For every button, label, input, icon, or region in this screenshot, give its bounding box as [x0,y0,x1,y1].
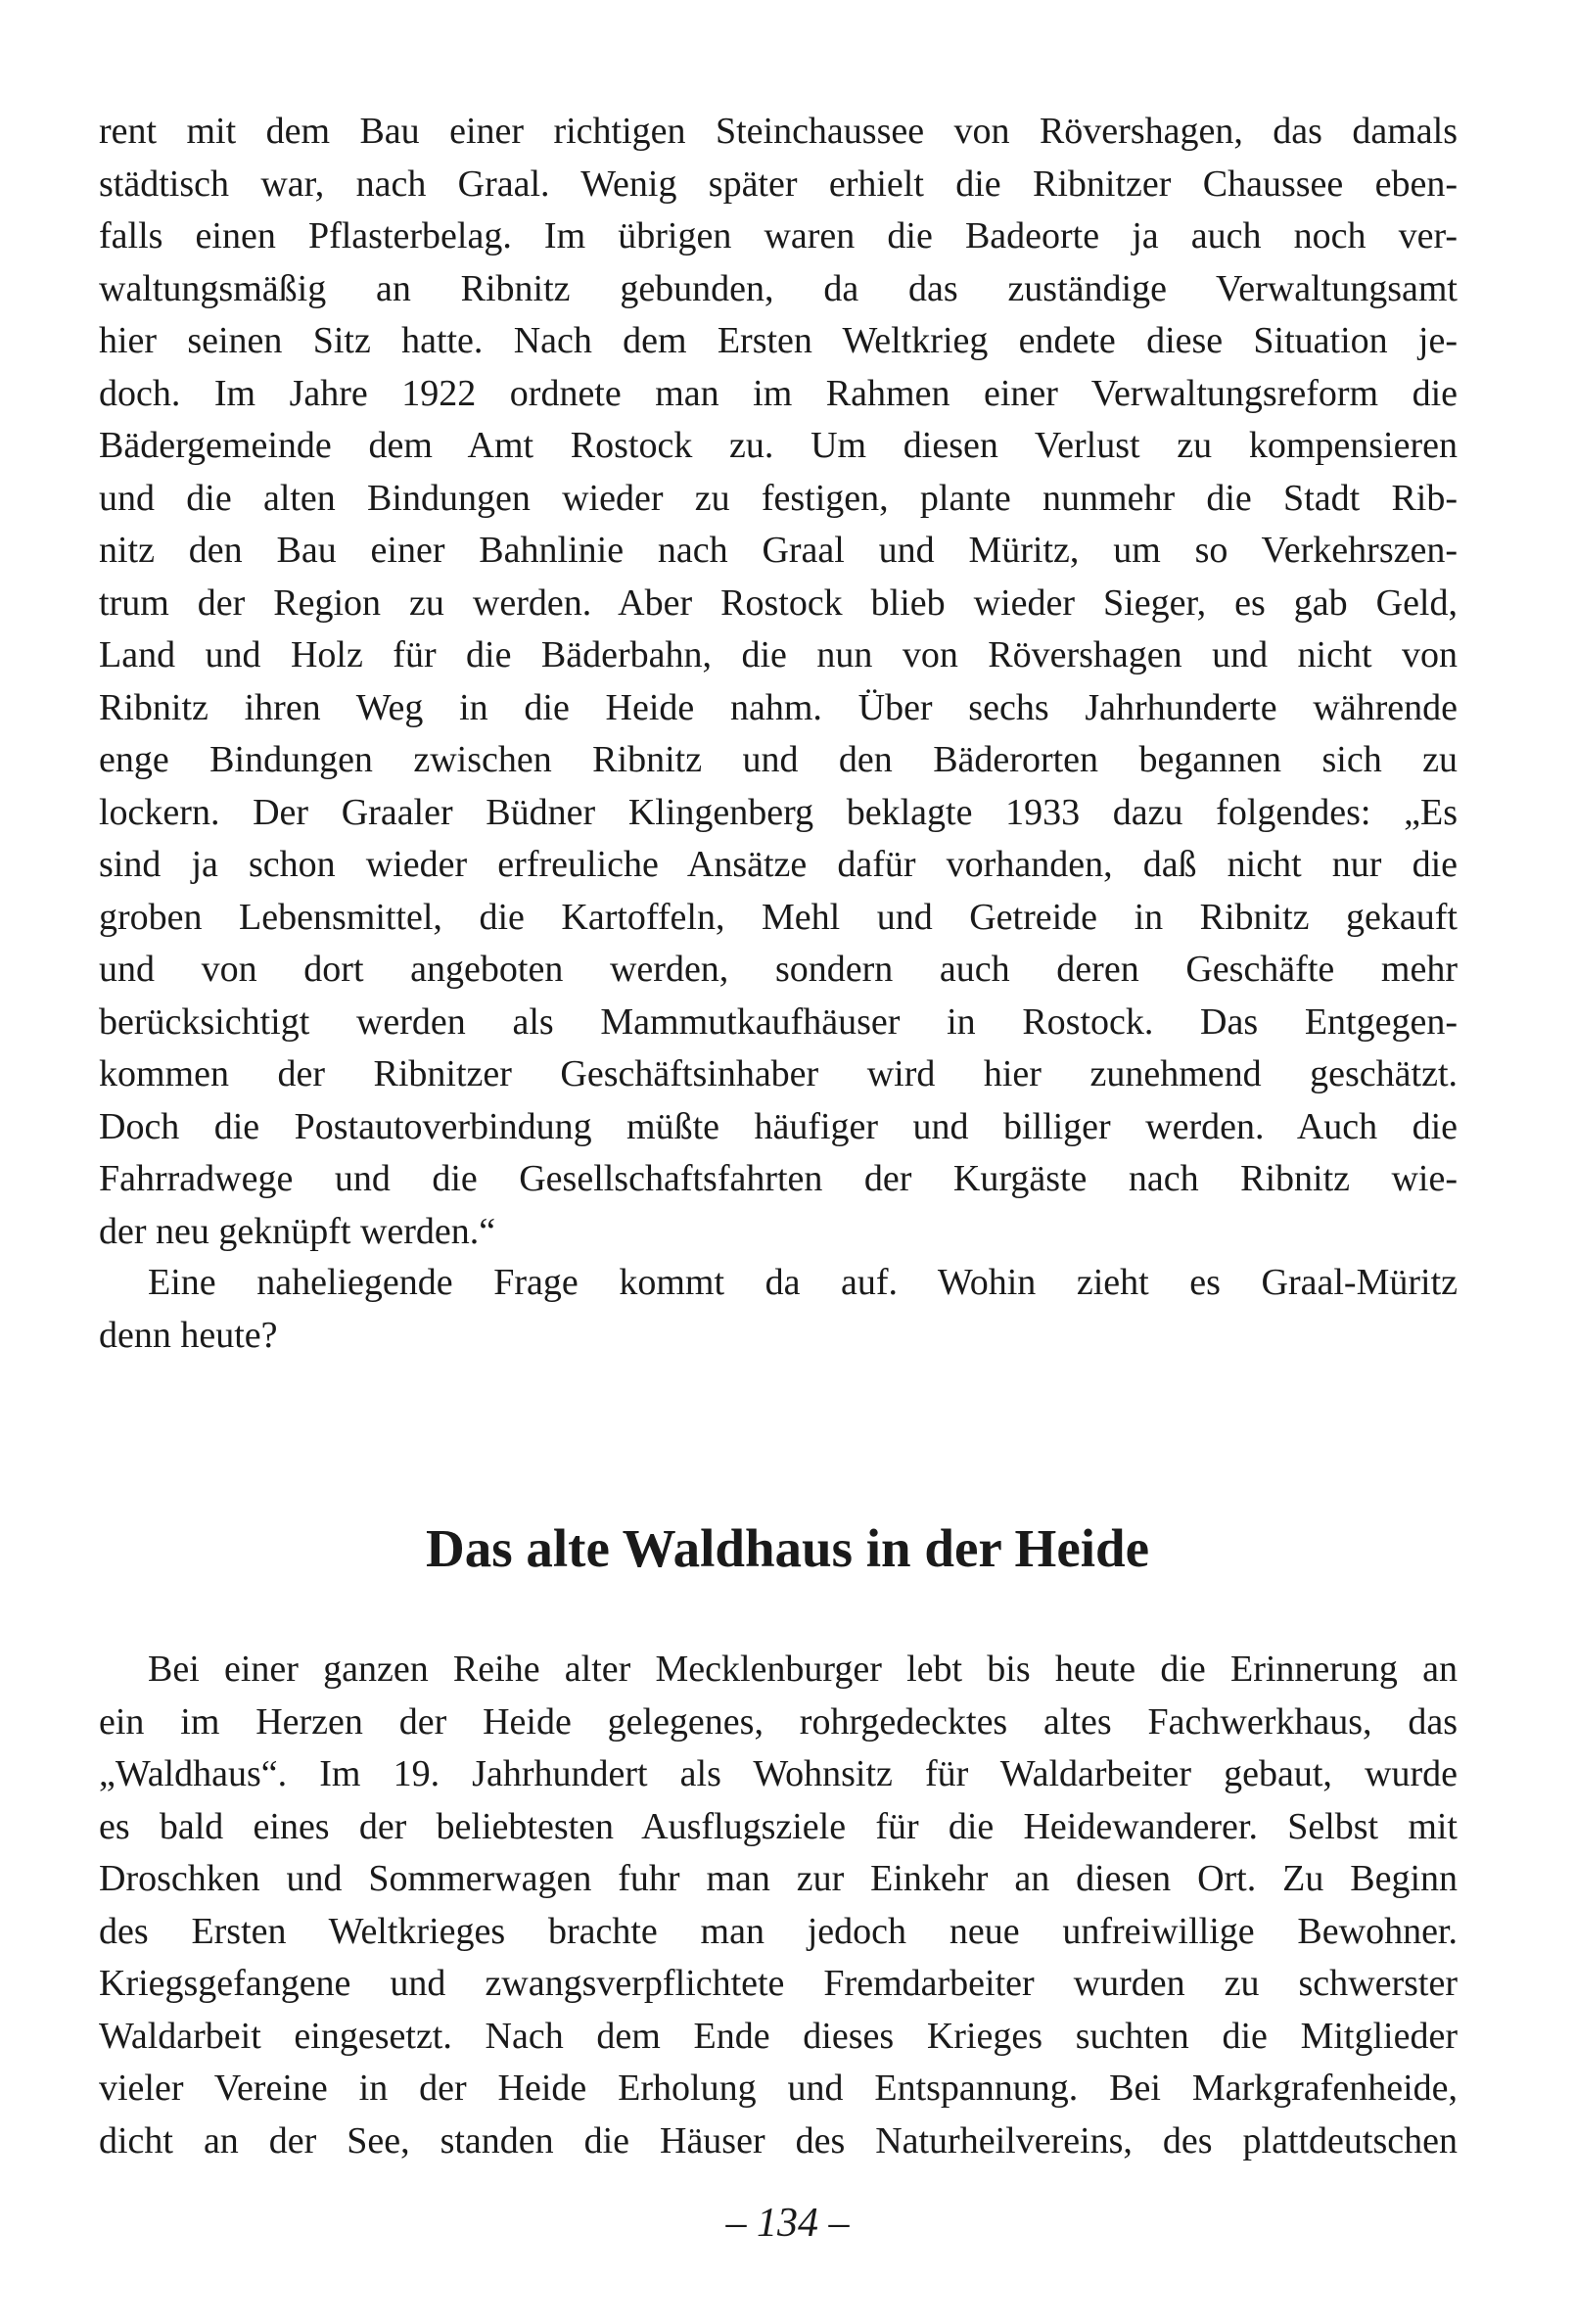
paragraph-continued [99,106,1458,1258]
text-line: vieler Vereine in der Heide Erholung und Entspannung. Bei Markgrafenheide, [99,2068,1458,2109]
text-line: Bei einer ganzen Reihe alter Mecklenburger lebt bis heute die Erinnerung an [148,1649,1458,1690]
text-line: dicht an der See, standen die Häuser des Naturheilvereins, des plattdeutschen [99,2119,1458,2161]
text-line: Ribnitz ihren Weg in die Heide nahm. Über sechs Jahrhunderte währende [99,686,1458,728]
text-line: Eine naheliegende Frage kommt da auf. Wohin zieht es Graal-Müritz [148,1262,1458,1303]
text-line: lockern. Der Graaler Büdner Klingenberg beklagte 1933 dazu folgendes: „Es [99,791,1458,833]
text-line: denn heute? [99,1314,278,1356]
text-line: waltungsmäßig an Ribnitz gebunden, da das zuständige Verwaltungsamt [99,267,1458,309]
text-line: falls einen Pflasterbelag. Im übrigen waren die Badeorte ja auch noch ver- [99,215,1458,256]
text-line: „Waldhaus“. Im 19. Jahrhundert als Wohnsitz für Waldarbeiter gebaut, wurde [99,1753,1458,1794]
text-line: Doch die Postautoverbindung müßte häufiger und billiger werden. Auch die [99,1105,1458,1147]
text-line: kommen der Ribnitzer Geschäftsinhaber wird hier zunehmend geschätzt. [99,1053,1458,1094]
text-line: berücksichtigt werden als Mammutkaufhäuser in Rostock. Das Entgegen- [99,1000,1458,1043]
text-line: und von dort angeboten werden, sondern auch deren Geschäfte mehr [99,949,1458,990]
text-line: Fahrradwege und die Gesellschaftsfahrten der Kurgäste nach Ribnitz wie- [99,1158,1458,1199]
text-line: rent mit dem Bau einer richtigen Steinchaussee von Rövershagen, das damals [99,111,1458,152]
text-line: ein im Herzen der Heide gelegenes, rohrgedecktes altes Fachwerkhaus, das [99,1700,1458,1743]
text-line: es bald eines der beliebtesten Ausflugsziele für die Heidewanderer. Selbst mit [99,1805,1458,1847]
text-line: der neu geknüpft werden.“ [99,1210,496,1252]
text-line: groben Lebensmittel, die Kartoffeln, Mehl und Getreide in Ribnitz gekauft [99,896,1458,938]
text-line: und die alten Bindungen wieder zu festigen, plante nunmehr die Stadt Rib- [99,477,1458,519]
text-line: Kriegsgefangene und zwangsverpflichtete Fremdarbeiter wurden zu schwerster [99,1963,1458,2004]
section-heading: Das alte Waldhaus in der Heide [425,1518,1150,1578]
page-number: – 134 – [725,2201,850,2246]
text-line: Land und Holz für die Bäderbahn, die nun von Rövershagen und nicht von [99,634,1458,675]
text-line: Waldarbeit eingesetzt. Nach dem Ende dieses Krieges suchten die Mitglieder [99,2015,1458,2057]
text-line: städtisch war, nach Graal. Wenig später erhielt die Ribnitzer Chaussee eben- [99,163,1458,205]
text-line: Droschken und Sommerwagen fuhr man zur Einkehr an diesen Ort. Zu Beginn [99,1858,1458,1899]
text-line: Bädergemeinde dem Amt Rostock zu. Um diesen Verlust zu kompensieren [99,425,1458,466]
text-line: enge Bindungen zwischen Ribnitz und den Bäderorten begannen sich zu [99,739,1458,780]
text-line: doch. Im Jahre 1922 ordnete man im Rahmen einer Verwaltungsreform die [99,372,1458,414]
paragraph-waldhaus [99,1644,1458,2167]
paragraph-question [99,1257,1458,1362]
text-line: nitz den Bau einer Bahnlinie nach Graal und Müritz, um so Verkehrszen- [99,530,1458,571]
text-line: hier seinen Sitz hatte. Nach dem Ersten Weltkrieg endete diese Situation je- [99,320,1458,361]
text-line: sind ja schon wieder erfreuliche Ansätze dafür vorhanden, daß nicht nur die [99,844,1458,885]
text-line: trum der Region zu werden. Aber Rostock blieb wieder Sieger, es gab Geld, [99,581,1458,624]
text-line: des Ersten Weltkrieges brachte man jedoch neue unfreiwillige Bewohner. [99,1910,1458,1952]
